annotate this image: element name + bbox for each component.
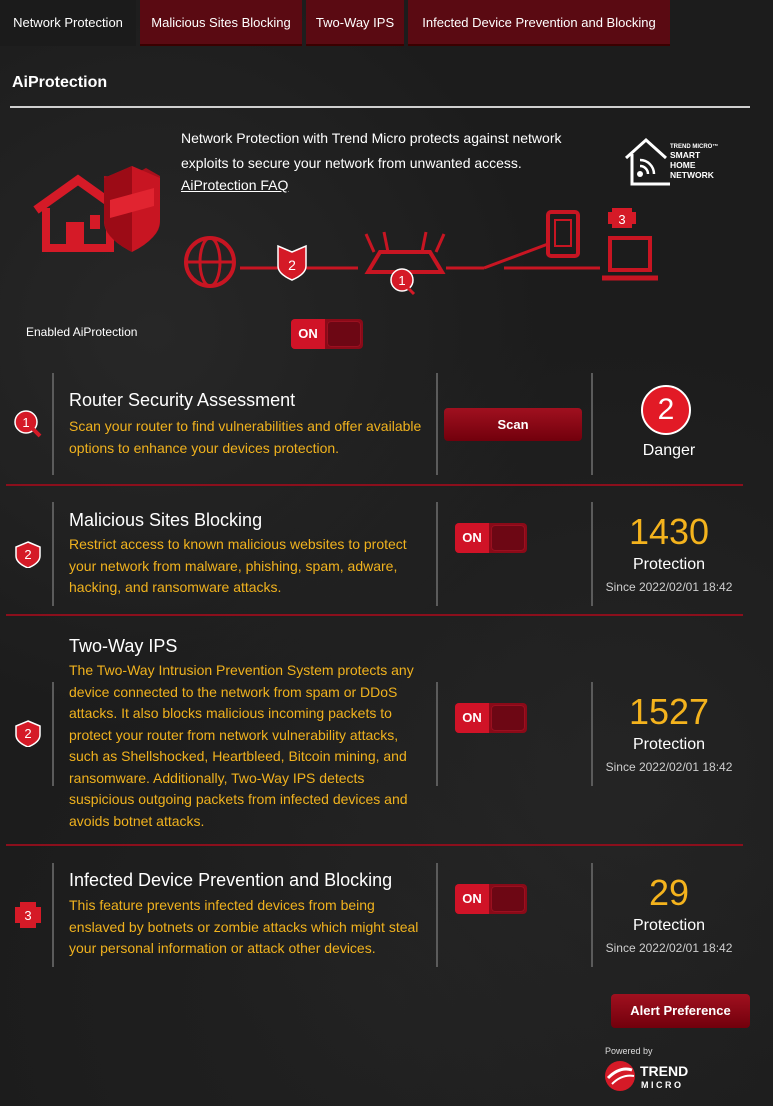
toggle-on-label: ON xyxy=(455,884,489,914)
divider xyxy=(436,682,438,786)
shield-badge-icon xyxy=(278,246,306,280)
toggle-on-label: ON xyxy=(291,319,325,349)
toggle-on-label: ON xyxy=(455,703,489,733)
protection-label: Protection xyxy=(632,556,706,573)
tab-two-way-ips[interactable]: Two-Way IPS xyxy=(306,0,404,46)
svg-text:NETWORK: NETWORK xyxy=(670,170,714,180)
svg-text:2: 2 xyxy=(288,257,296,273)
shield-badge-icon xyxy=(14,719,42,747)
toggle-knob xyxy=(491,525,525,551)
divider xyxy=(591,682,593,786)
divider xyxy=(591,863,593,967)
blocked-count: 1527 xyxy=(628,691,710,732)
section-separator xyxy=(6,844,743,846)
alert-preference-button[interactable]: Alert Preference xyxy=(611,994,750,1028)
trend-micro-logo xyxy=(604,1056,704,1096)
toggle-on-label: ON xyxy=(455,523,489,553)
powered-by-label: Powered by xyxy=(605,1046,653,1056)
tablet-icon xyxy=(548,212,578,256)
divider xyxy=(436,502,438,606)
since-timestamp: Since 2022/02/01 18:42 xyxy=(605,580,733,594)
router-scan-badge-icon xyxy=(14,410,42,438)
tab-network-protection[interactable]: Network Protection xyxy=(0,0,136,46)
svg-text:MICRO: MICRO xyxy=(641,1080,684,1090)
divider xyxy=(436,373,438,475)
svg-text:HOME: HOME xyxy=(670,160,696,170)
page-title: AiProtection xyxy=(12,74,108,91)
protection-label: Protection xyxy=(632,736,706,753)
section-separator xyxy=(6,484,743,486)
faq-link[interactable]: AiProtection FAQ xyxy=(181,177,289,193)
since-timestamp: Since 2022/02/01 18:42 xyxy=(605,941,733,955)
danger-count-badge: 2 xyxy=(641,385,691,435)
protection-illustration xyxy=(28,160,668,300)
divider xyxy=(436,863,438,967)
section-title: Malicious Sites Blocking xyxy=(69,510,263,530)
svg-text:TREND MICRO™: TREND MICRO™ xyxy=(670,144,719,150)
intro-text: Network Protection with Trend Micro protects against network exploits to secure your network from unwanted access. xyxy=(181,130,562,171)
svg-text:SMART: SMART xyxy=(670,150,701,160)
two-way-ips-toggle[interactable] xyxy=(455,703,527,733)
toggle-knob xyxy=(327,321,361,347)
svg-text:2: 2 xyxy=(24,726,32,741)
danger-status: Danger xyxy=(642,442,696,459)
svg-text:3: 3 xyxy=(618,212,626,227)
toggle-knob xyxy=(491,705,525,731)
tab-bar xyxy=(0,0,773,46)
toggle-knob xyxy=(491,886,525,912)
tab-infected-device-prevention[interactable]: Infected Device Prevention and Blocking xyxy=(408,0,670,46)
section-title: Two-Way IPS xyxy=(69,636,178,656)
section-description: Scan your router to find vulnerabilities and offer available options to enhance your devices protection. xyxy=(69,418,422,456)
section-title: Router Security Assessment xyxy=(69,390,296,410)
globe-icon xyxy=(186,238,234,286)
blocked-count: 29 xyxy=(648,872,690,913)
aiprotection-toggle[interactable] xyxy=(291,319,363,349)
divider xyxy=(52,502,54,606)
protection-label: Protection xyxy=(632,917,706,934)
router-icon xyxy=(366,232,444,294)
svg-text:1: 1 xyxy=(22,415,30,430)
section-separator xyxy=(6,614,743,616)
section-title: Infected Device Prevention and Blocking xyxy=(69,870,393,890)
divider xyxy=(52,863,54,967)
title-divider xyxy=(10,106,750,108)
shield-badge-icon xyxy=(14,540,42,568)
divider xyxy=(591,502,593,606)
since-timestamp: Since 2022/02/01 18:42 xyxy=(605,760,733,774)
section-description: This feature prevents infected devices from being enslaved by botnets or zombie attacks which might steal your personal information or attack other devices. xyxy=(69,897,419,956)
laptop-icon xyxy=(602,208,658,278)
blocked-count: 1430 xyxy=(628,511,710,552)
section-description: Restrict access to known malicious websites to protect your network from malware, phishing, spam, adware, hacking, and ransomware attacks. xyxy=(69,536,407,595)
malicious-sites-toggle[interactable] xyxy=(455,523,527,553)
scan-button[interactable]: Scan xyxy=(444,408,582,441)
divider xyxy=(591,373,593,475)
infected-device-toggle[interactable] xyxy=(455,884,527,914)
svg-text:3: 3 xyxy=(24,908,32,923)
svg-text:2: 2 xyxy=(24,547,32,562)
device-badge-icon xyxy=(14,901,42,929)
section-description: The Two-Way Intrusion Prevention System protects any device connected to the network from spam or DDoS attacks. It also blocks malicious incoming packets to protect your router from network vulnerability attacks, such as Shellshocked, Heartbleed, Bitcoin mining, and ransomware. Additionally, Two-Way IPS detects suspicious outgoing packets from infected devices and avoids botnet attacks. xyxy=(69,662,414,829)
enabled-aiprotection-label: Enabled AiProtection xyxy=(26,325,138,339)
svg-text:1: 1 xyxy=(398,273,406,288)
svg-text:TREND: TREND xyxy=(640,1063,689,1079)
tab-malicious-sites-blocking[interactable]: Malicious Sites Blocking xyxy=(140,0,302,46)
divider xyxy=(52,682,54,786)
divider xyxy=(52,373,54,475)
